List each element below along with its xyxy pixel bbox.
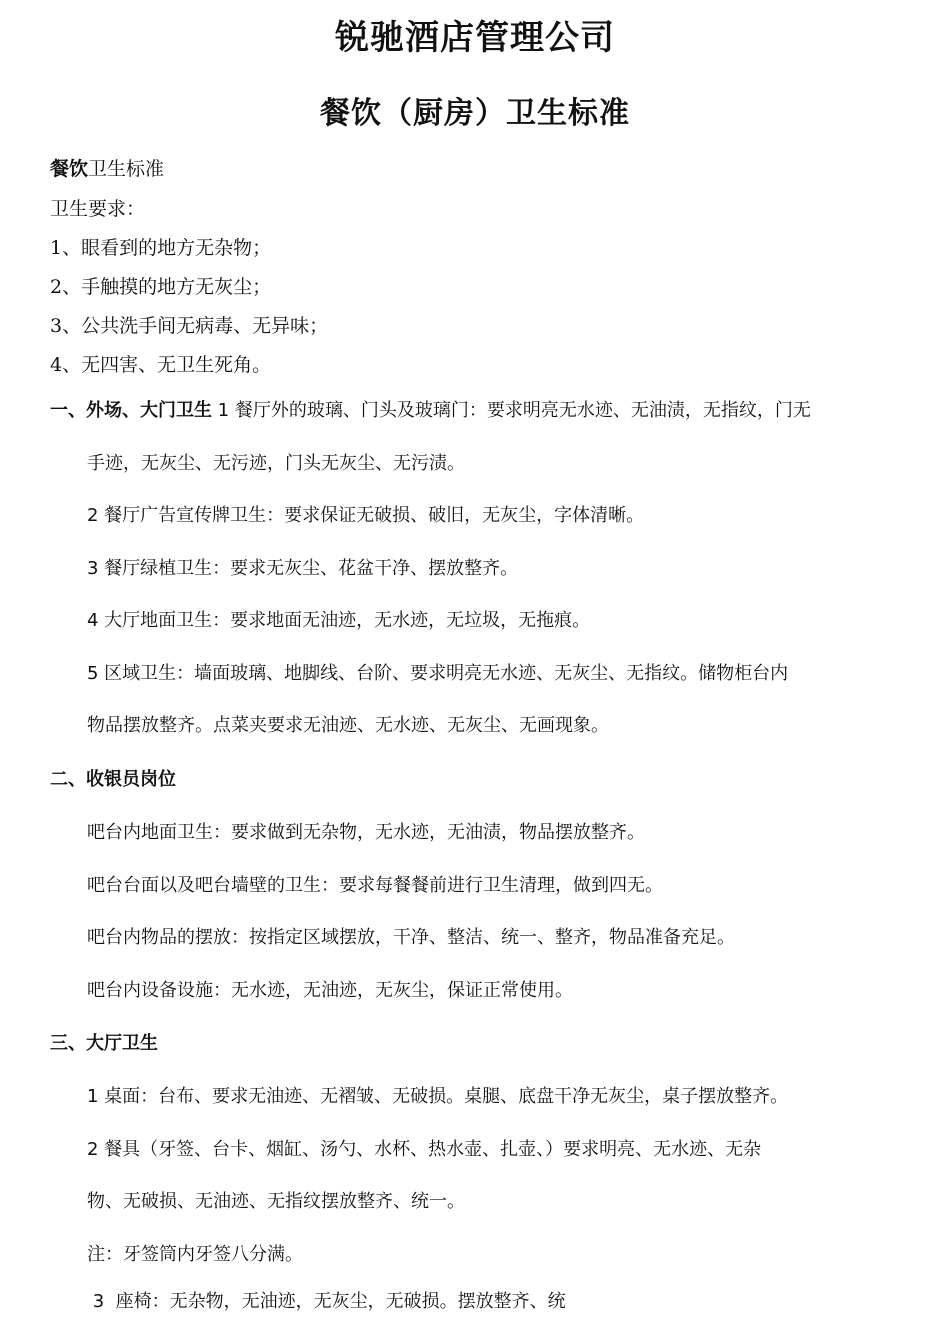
requirement-item: 3、公共洗手间无病毒、无异味； [50, 315, 329, 337]
intro-heading [50, 154, 164, 181]
section-2-heading: 二、收银员岗位 [50, 769, 176, 790]
section-2-line: 吧台台面以及吧台墙壁的卫生：要求每餐餐前进行卫生清理，做到四无。 [87, 875, 663, 896]
section-1-first-line [50, 396, 811, 422]
intro-heading-bold: 餐饮 [50, 158, 89, 180]
section-2-line: 吧台内地面卫生：要求做到无杂物，无水迹，无油渍，物品摆放整齐。 [87, 822, 645, 843]
section-1-line: 5 区域卫生：墙面玻璃、地脚线、台阶、要求明亮无水迹、无灰尘、无指纹。储物柜台内 [87, 663, 789, 684]
section-3-line: 3 座椅：无杂物，无油迹，无灰尘，无破损。摆放整齐、统 [87, 1291, 566, 1312]
section-3-line: 物、无破损、无油迹、无指纹摆放整齐、统一。 [87, 1191, 465, 1212]
requirements-label: 卫生要求： [50, 198, 146, 220]
section-1-line: 手迹，无灰尘、无污迹，门头无灰尘、无污渍。 [87, 453, 465, 474]
section-1-first-line-text: 1 餐厅外的玻璃、门头及玻璃门：要求明亮无水迹、无油渍，无指纹，门无 [212, 400, 811, 421]
document-title: 餐饮（厨房）卫生标准 [320, 96, 630, 131]
requirement-item: 1、眼看到的地方无杂物； [50, 237, 272, 259]
section-3-heading: 三、大厅卫生 [50, 1033, 158, 1054]
section-1-line: 2 餐厅广告宣传牌卫生：要求保证无破损、破旧，无灰尘，字体清晰。 [87, 505, 645, 526]
section-1-line: 4 大厅地面卫生：要求地面无油迹，无水迹，无垃圾，无拖痕。 [87, 610, 591, 631]
requirement-item: 4、无四害、无卫生死角。 [50, 354, 272, 376]
intro-heading-rest: 卫生标准 [88, 158, 165, 180]
section-1-line: 3 餐厅绿植卫生：要求无灰尘、花盆干净、摆放整齐。 [87, 558, 519, 579]
requirement-item: 2、手触摸的地方无灰尘； [50, 276, 272, 298]
section-3-line: 2 餐具（牙签、台卡、烟缸、汤勺、水杯、热水壶、扎壶、）要求明亮、无水迹、无杂 [87, 1139, 762, 1160]
company-name: 锐驰酒店管理公司 [335, 18, 615, 58]
section-2-line: 吧台内设备设施：无水迹，无油迹，无灰尘，保证正常使用。 [87, 980, 573, 1001]
section-1-heading: 一、外场、大门卫生 [50, 400, 212, 421]
section-3-note: 注：牙签筒内牙签八分满。 [87, 1244, 303, 1265]
section-1-line: 物品摆放整齐。点菜夹要求无油迹、无水迹、无灰尘、无画现象。 [87, 715, 609, 736]
section-3-line: 1 桌面：台布、要求无油迹、无褶皱、无破损。桌腿、底盘干净无灰尘，桌子摆放整齐。 [87, 1086, 789, 1107]
section-2-line: 吧台内物品的摆放：按指定区域摆放，干净、整洁、统一、整齐，物品准备充足。 [87, 927, 735, 948]
